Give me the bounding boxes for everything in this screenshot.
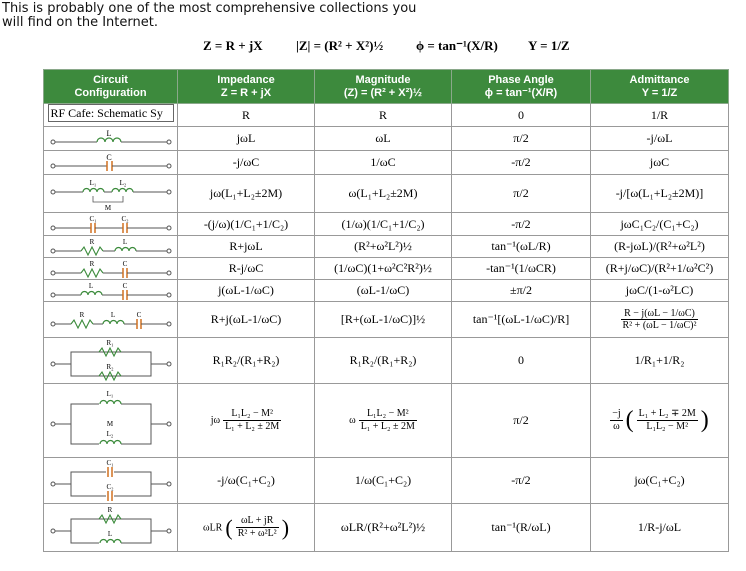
table-row	[44, 458, 729, 504]
schematic-select[interactable]: RF Cafe: Schematic Sy	[48, 104, 174, 122]
schematic-r-parallel-l	[44, 504, 178, 552]
parallel-rl-schematic-icon	[49, 506, 173, 550]
schematic-l1-l2-m	[44, 175, 178, 213]
label-m: M	[106, 419, 113, 428]
formula-magnitude: |Z| = (R² + X²)½	[296, 38, 384, 53]
magnitude-cell: ωLR/(R²+ω²L²)½	[315, 504, 452, 552]
header-impedance: Impedance Z = R + jX	[178, 70, 315, 104]
impedance-cell: R-j/ωC	[178, 258, 315, 280]
impedance-prefix: jω	[210, 415, 221, 426]
magnitude-cell: (R²+ω²L²)½	[315, 236, 452, 258]
phase-cell: ±π/2	[452, 280, 591, 302]
table-row	[44, 213, 729, 236]
magnitude-cell	[315, 384, 452, 458]
impedance-cell: jω(L₁+L₂±2M)	[178, 175, 315, 213]
table-row	[44, 258, 729, 280]
phase-cell: tan⁻¹(ωL/R)	[452, 236, 591, 258]
table-row	[44, 104, 729, 127]
admittance-denominator: L₁L₂ − M²	[646, 421, 689, 432]
table-row	[44, 302, 729, 338]
magnitude-cell: ω(L₁+L₂±2M)	[315, 175, 452, 213]
series-capacitors-schematic-icon	[49, 214, 173, 234]
label-c: C	[122, 259, 127, 268]
phase-cell: 0	[452, 104, 591, 127]
schematic-c	[44, 151, 178, 175]
label-r: R	[89, 259, 94, 268]
formula-bar	[0, 38, 746, 56]
magnitude-cell: (ωL-1/ωC)	[315, 280, 452, 302]
impedance-cell: -j/ω(C₁+C₂)	[178, 458, 315, 504]
phase-cell: -tan⁻¹(1/ωCR)	[452, 258, 591, 280]
admittance-cell: (R-jωL)/(R²+ω²L²)	[591, 236, 729, 258]
label-l: L	[88, 281, 93, 290]
label-l: L	[106, 128, 111, 138]
table-row	[44, 127, 729, 151]
header-magnitude: Magnitude (Z) = (R² + X²)½	[315, 70, 452, 104]
admittance-cell: 1/R	[591, 104, 729, 127]
label-c2: C₂	[105, 482, 114, 491]
impedance-cell: j(ωL-1/ωC)	[178, 280, 315, 302]
impedance-cell: ωLR ( $\frac{\omega L + jR}{\text{R² + ω²L²}}$ )	[178, 504, 315, 552]
impedance-cell: jωL	[178, 127, 315, 151]
impedance-table	[43, 69, 729, 552]
schematic-r-l	[44, 236, 178, 258]
schematic-l-c	[44, 280, 178, 302]
intro-text	[2, 2, 462, 30]
table-row	[44, 151, 729, 175]
parallel-resistors-schematic-icon	[49, 340, 173, 382]
magnitude-numerator: L₁L₂ − M²	[359, 408, 417, 421]
magnitude-prefix: ω	[349, 415, 356, 426]
admittance-cell: -j/[ω(L₁+L₂±2M)]	[591, 175, 729, 213]
impedance-numerator: L₁L₂ − M²	[223, 408, 281, 421]
phase-cell: -π/2	[452, 213, 591, 236]
label-c1: C₁	[88, 215, 97, 223]
schematic-select-cell	[44, 104, 178, 127]
label-m: M	[104, 203, 111, 212]
series-lc-schematic-icon	[49, 281, 173, 301]
label-c: C	[122, 281, 127, 290]
impedance-cell: -(j/ω)(1/C₁+1/C₂)	[178, 213, 315, 236]
label-l1: L₁	[89, 178, 96, 187]
impedance-denominator: R² + ω²L²	[237, 528, 277, 539]
table-row	[44, 384, 729, 458]
schematic-r-c	[44, 258, 178, 280]
admittance-cell: jω(C₁+C₂)	[591, 458, 729, 504]
table-row	[44, 236, 729, 258]
admittance-cell: (R+j/ωC)/(R²+1/ω²C²)	[591, 258, 729, 280]
admittance-cell: jωC/(1-ω²LC)	[591, 280, 729, 302]
formula-admittance: Y = 1/Z	[528, 38, 570, 53]
magnitude-cell: (1/ωC)(1+ω²C²R²)½	[315, 258, 452, 280]
schematic-r-l-c	[44, 302, 178, 338]
admittance-cell: 1/R-j/ωL	[591, 504, 729, 552]
label-l2: L₂	[106, 429, 113, 438]
admittance-prefix-denominator: ω	[613, 421, 620, 432]
series-rlc-schematic-icon	[49, 309, 173, 331]
admittance-cell: jωC₁C₂/(C₁+C₂)	[591, 213, 729, 236]
table-row	[44, 280, 729, 302]
label-c: C	[105, 152, 112, 162]
magnitude-cell: 1/ω(C₁+C₂)	[315, 458, 452, 504]
label-c2: C₂	[120, 215, 129, 223]
schematic-l1-parallel-l2	[44, 384, 178, 458]
table-row	[44, 504, 729, 552]
table-header-row	[44, 70, 729, 104]
phase-cell: π/2	[452, 384, 591, 458]
label-r: R	[89, 237, 94, 246]
magnitude-cell: R₁R₂/(R₁+R₂)	[315, 338, 452, 384]
header-phase-angle: Phase Angle ϕ = tan⁻¹(X/R)	[452, 70, 591, 104]
phase-cell: -π/2	[452, 458, 591, 504]
schematic-c1-c2	[44, 213, 178, 236]
admittance-denominator: R² + (ωL − 1/ωC)²	[622, 319, 697, 331]
formula-impedance: Z = R + jX	[203, 38, 263, 53]
admittance-numerator: L₁ + L₂ ∓ 2M	[638, 408, 696, 419]
capacitor-schematic-icon	[49, 153, 173, 173]
impedance-cell: -j/ωC	[178, 151, 315, 175]
phase-cell: 0	[452, 338, 591, 384]
header-circuit: Circuit Configuration	[44, 70, 178, 104]
impedance-denominator: L₁ + L₂ ± 2M	[225, 421, 280, 432]
intro-line-2: will find on the Internet.	[2, 15, 158, 30]
table-row	[44, 175, 729, 213]
intro-line-1: This is probably one of the most comprehensive collections you	[2, 1, 417, 16]
label-c1: C₁	[105, 459, 114, 467]
inductor-schematic-icon	[49, 129, 173, 149]
schematic-c1-parallel-c2	[44, 458, 178, 504]
magnitude-cell: [R+(ωL-1/ωC)]½	[315, 302, 452, 338]
formula-phase: ϕ = tan⁻¹(X/R)	[416, 38, 498, 53]
admittance-numerator: R − j(ωL − 1/ωC)	[621, 308, 699, 320]
phase-cell: π/2	[452, 127, 591, 151]
admittance-cell: $\frac{-j}{\omega}$ ( $\frac{\text{L₁ + L₂ ∓ 2M}}{\text{L₁L₂ − M²}}$ )	[591, 384, 729, 458]
schematic-l	[44, 127, 178, 151]
admittance-cell: 1/R₁+1/R₂	[591, 338, 729, 384]
admittance-cell: jωC	[591, 151, 729, 175]
label-r: R	[107, 505, 112, 514]
magnitude-cell: (1/ω)(1/C₁+1/C₂)	[315, 213, 452, 236]
label-r2: R₂	[105, 362, 114, 371]
label-l1: L₁	[106, 389, 113, 398]
series-rl-schematic-icon	[49, 237, 173, 257]
series-rc-schematic-icon	[49, 259, 173, 279]
admittance-cell: -j/ωL	[591, 127, 729, 151]
parallel-capacitors-schematic-icon	[49, 460, 173, 502]
phase-cell: tan⁻¹[(ωL-1/ωC)/R]	[452, 302, 591, 338]
impedance-cell: R+jωL	[178, 236, 315, 258]
label-l: L	[122, 237, 127, 246]
magnitude-cell: R	[315, 104, 452, 127]
schematic-r1-parallel-r2	[44, 338, 178, 384]
admittance-cell	[591, 302, 729, 338]
impedance-prefix: ωLR	[202, 522, 223, 533]
impedance-cell: R+j(ωL-1/ωC)	[178, 302, 315, 338]
label-l: L	[107, 529, 112, 538]
impedance-cell: R	[178, 104, 315, 127]
impedance-cell	[178, 384, 315, 458]
table-row	[44, 338, 729, 384]
label-c: C	[136, 310, 141, 319]
label-l: L	[110, 310, 115, 319]
admittance-prefix-numerator: −j	[612, 408, 621, 419]
parallel-coupled-inductors-schematic-icon	[49, 388, 173, 454]
impedance-numerator: ωL + jR	[236, 515, 279, 528]
phase-cell: tan⁻¹(R/ωL)	[452, 504, 591, 552]
coupled-inductors-schematic-icon	[49, 176, 173, 212]
phase-cell: π/2	[452, 175, 591, 213]
label-l2: L₂	[119, 178, 126, 187]
header-admittance: Admittance Y = 1/Z	[591, 70, 729, 104]
label-r1: R₁	[105, 339, 114, 347]
magnitude-cell: 1/ωC	[315, 151, 452, 175]
label-r: R	[79, 310, 84, 319]
magnitude-cell: ωL	[315, 127, 452, 151]
impedance-cell: R₁R₂/(R₁+R₂)	[178, 338, 315, 384]
magnitude-denominator: L₁ + L₂ ± 2M	[360, 421, 415, 432]
phase-cell: -π/2	[452, 151, 591, 175]
